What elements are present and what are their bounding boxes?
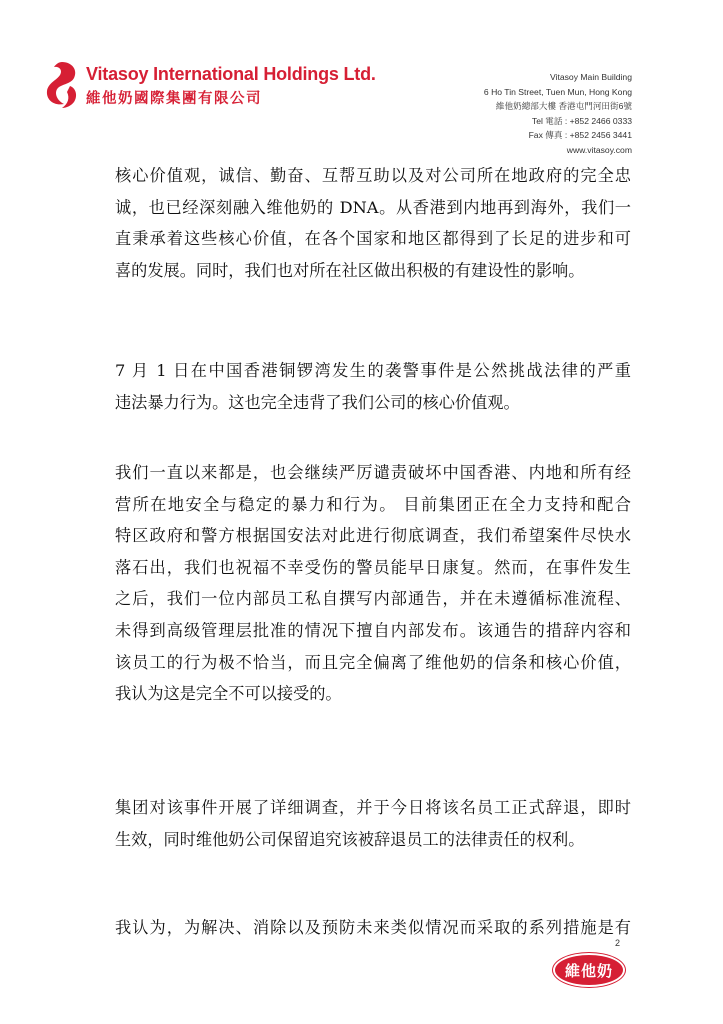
company-name-zh: 維他奶國際集團有限公司 bbox=[86, 91, 262, 107]
paragraph-line: 直秉承着这些核心价值，在各个国家和地区都得到了长足的进步和可 bbox=[115, 229, 631, 249]
address-chinese: 維他奶總部大樓 香港屯門河田街6號 bbox=[495, 101, 632, 111]
paragraph-3 bbox=[115, 457, 631, 710]
paragraph-line: 该员工的行为极不恰当，而且完全偏离了维他奶的信条和核心价值， bbox=[115, 652, 631, 672]
paragraph-line: 我认为，为解决、消除以及预防未来类似情况而采取的系列措施是有 bbox=[115, 918, 631, 937]
footer-logo-text: 維他奶 bbox=[564, 961, 613, 980]
paragraph-5 bbox=[115, 912, 631, 944]
paragraph-line: 集团对该事件开展了详细调查，并于今日将该名员工正式辞退，即时 bbox=[115, 798, 631, 817]
paragraph-4 bbox=[115, 792, 631, 855]
page-number: 2 bbox=[615, 938, 621, 948]
paragraph-line: 核心价值观，诚信、勤奋、互帮互助以及对公司所在地政府的完全忠 bbox=[115, 166, 631, 185]
paragraph-line: 7 月 1 日在中国香港铜锣湾发生的袭警事件是公然挑战法律的严重 bbox=[115, 361, 631, 380]
paragraph-line: 喜的发展。同时，我们也对所在社区做出积极的有建设性的影响。 bbox=[115, 260, 585, 280]
paragraph-2 bbox=[115, 355, 631, 418]
paragraph-line: 违法暴力行为。这也完全违背了我们公司的核心价值观。 bbox=[115, 392, 520, 412]
paragraph-line: 落石出，我们也祝福不幸受伤的警员能早日康复。然而，在事件发生 bbox=[115, 557, 631, 577]
address-block bbox=[372, 70, 632, 157]
paragraph-1 bbox=[115, 160, 631, 286]
address-street: 6 Ho Tin Street, Tuen Mun, Hong Kong bbox=[483, 86, 632, 97]
paragraph-line: 特区政府和警方根据国安法对此进行彻底调查，我们希望案件尽快水 bbox=[115, 526, 631, 546]
address-building: Vitasoy Main Building bbox=[549, 72, 632, 82]
paragraph-line: 营所在地安全与稳定的暴力和行为。 目前集团正在全力支持和配合 bbox=[115, 494, 631, 514]
vitasoy-logo-icon bbox=[40, 58, 82, 110]
address-website[interactable]: www.vitasoy.com bbox=[566, 144, 632, 155]
paragraph-line: 我们一直以来都是，也会继续严厉谴责破坏中国香港、内地和所有经 bbox=[115, 463, 631, 482]
footer-logo bbox=[553, 953, 625, 987]
address-tel: Tel 電話 : +852 2466 0333 bbox=[531, 115, 632, 126]
paragraph-line: 诚，也已经深刻融入维他奶的 DNA。从香港到内地再到海外，我们一 bbox=[115, 197, 631, 217]
address-fax: Fax 傳真 : +852 2456 3441 bbox=[528, 130, 632, 140]
paragraph-line: 我认为这是完全不可以接受的。 bbox=[115, 684, 342, 704]
company-name-en: Vitasoy International Holdings Ltd. bbox=[86, 64, 376, 84]
paragraph-line: 之后，我们一位内部员工私自撰写内部通告，并在未遵循标准流程、 bbox=[115, 589, 631, 609]
paragraph-line: 生效，同时维他奶公司保留追究该被辞退员工的法律责任的权利。 bbox=[115, 829, 585, 849]
paragraph-line: 未得到高级管理层批准的情况下擅自内部发布。该通告的措辞内容和 bbox=[115, 620, 631, 640]
